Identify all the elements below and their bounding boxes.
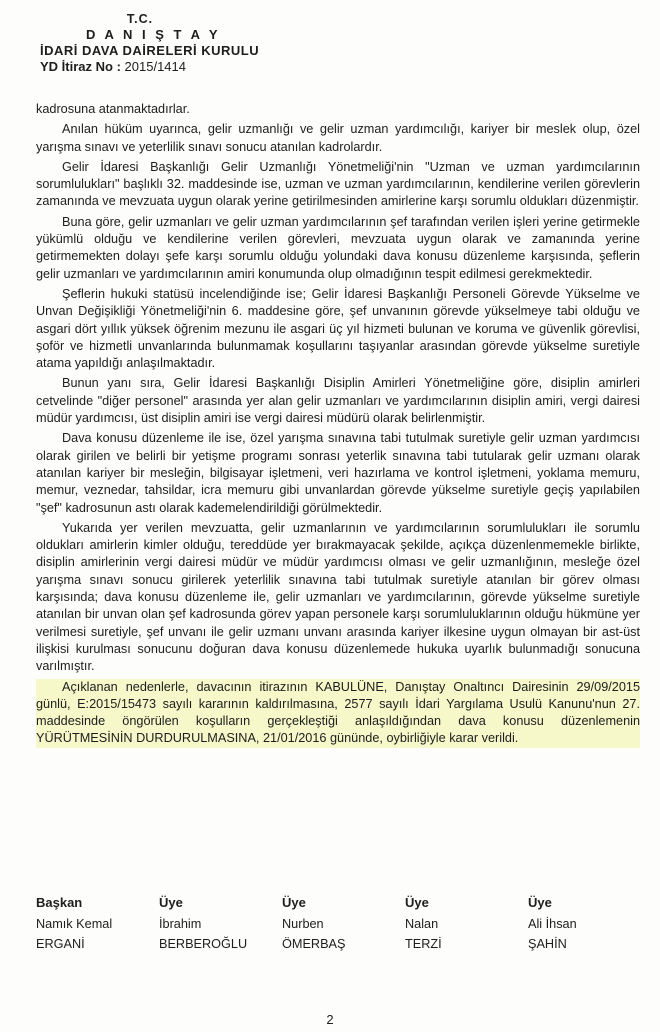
signature-member-3 [405,893,523,954]
page-number: 2 [326,1012,334,1027]
paragraph-2: Anılan hüküm uyarınca, gelir uzmanlığı ve gelir uzman yardımcılığı, kariyer bir meslek olup, özel yarışma sınavı ve yeterlilik sınavı sonucu atanılan kadrolardır. [36,122,640,154]
signature-first-name: Nalan [405,917,439,931]
signature-last-name: ŞAHİN [528,937,567,951]
document-header [40,12,340,74]
signature-last-name: TERZİ [405,937,442,951]
paragraph-4: Buna göre, gelir uzmanları ve gelir uzman yardımcılarının şef tarafından verilen işleri yerine getirmekle yükümlü olduğu ve kendilerine verilen görevleri, mevzuata uygun olarak ve zamanında yerine getirmemekten dolayı şefe karşı sorumlu olduğu yolundaki dava konusu düzenleme karşısında, şeflerin gelir uzmanları ve yardımcılarının amiri konumunda olup olmadığının tespit edilmesi gerekmektedir. [36,214,640,281]
signature-role: Üye [528,895,552,910]
signature-last-name: ÖMERBAŞ [282,937,346,951]
case-number [40,59,340,74]
signature-block [36,893,646,954]
signature-first-name: Namık Kemal [36,917,113,931]
signature-president [36,893,154,954]
case-number-value: 2015/1414 [124,59,186,74]
signature-first-name: Ali İhsan [528,917,577,931]
country-label: T.C. [126,12,154,26]
signature-last-name: BERBEROĞLU [159,937,248,951]
signature-role: Üye [405,895,429,910]
paragraph-6: Bunun yanı sıra, Gelir İdaresi Başkanlığı Disiplin Amirleri Yönetmeliğine göre, disiplin amirleri cetvelinde "diğer personel" arasında yer alan gelir uzmanları ve yardımcılarının disiplin amiri, vergi dairesi müdür yardımcısı, üst disiplin amiri ise vergi dairesi müdürü olarak belirlenmiştir. [36,376,640,426]
signature-first-name: İbrahim [159,917,202,931]
decision-body [36,101,640,751]
signature-role: Üye [282,895,306,910]
board-name: İDARİ DAVA DAİRELERİ KURULU [40,43,260,58]
signature-last-name: ERGANİ [36,937,85,951]
signature-role: Üye [159,895,183,910]
paragraph-5: Şeflerin hukuki statüsü incelendiğinde ise; Gelir İdaresi Başkanlığı Personeli Görevde Yükselme ve Unvan Değişikliği Yönetmeliği'nin 6. maddesine göre, şef unvanının görevde yükselmeye tabi olduğu ve asgari dört yıllık yüksek öğrenim mezunu ile asgari üç yıl hizmeti bulunan ve koruma ve güvenlik görevlisi, şoför ve hizmetli unvanlarında bulunmamak koşullarını taşıyanlar arasından görevde yükselme suretiyle atama yapıldığı anlaşılmaktadır. [36,286,640,371]
signature-member-1 [159,893,277,954]
paragraph-1: kadrosuna atanmaktadırlar. [36,102,190,116]
paragraph-3: Gelir İdaresi Başkanlığı Gelir Uzmanlığı Yönetmeliği'nin "Uzman ve uzman yardımcılarının sorumlulukları" başlıklı 32. maddesinde ise, uzman ve uzman yardımcılarının, kendilerine verilen görevlerin zamanında ve mevzuata uygun olarak yerine getirilmesinden amirlerine karşı sorumlu oldukları düzenmiştir. [36,159,640,209]
signature-role: Başkan [36,895,83,910]
case-number-label: YD İtiraz No : [40,59,121,74]
paragraph-7: Dava konusu düzenleme ile ise, özel yarışma sınavına tabi tutulmak suretiyle gelir uzman yardımcısı olarak girilen ve belirli bir yetişme programı sonrası yeterlik sınavına tabi tutularak gelir uzmanı olarak atanılan kariyer bir mesleğin, bilgisayar işletmeni, veri hazırlama ve kontrol işletmeni, yoklama memuru, memur, veznedar, tahsildar, icra memuru gibi unvanlardan görevde yükselme suretiyle geçiş yapılabilen "şef" kadrosunun astı olarak kademelendirildiği görülmektedir. [36,431,640,515]
signature-member-2 [282,893,400,954]
paragraph-9: Açıklanan nedenlerle, davacının itirazının KABULÜNE, Danıştay Onaltıncı Dairesinin 29/09/2015 günlü, E:2015/15473 sayılı kararının kaldırılmasına, 2577 sayılı İdari Yargılama Usulü Kanunu'nun 27. maddesinde öngörülen koşulların gerçekleştiği anlaşıldığından dava konusu düzenlemenin YÜRÜTMESİNİN DURDURULMASINA, 21/01/2016 gününde, oybirliğiyle karar verildi. [36,679,640,748]
signature-member-4 [528,893,646,954]
paragraph-8: Yukarıda yer verilen mevzuatta, gelir uzmanlarının ve yardımcılarının sorumlulukları ile sorumlu oldukları amirlerin kimler olduğu, tereddüde yer bırakmayacak şekilde, açıkça düzenlenmemekle birlikte, disiplin amirlerinin vergi dairesi müdür ve müdür yardımcısı olması ve gelir uzmanlığının, mesleğe özel yarışma sınavı sonucu girilerek yeterlilik sınavına tabi tutulmak suretiyle atanılan bir görev olması karşısında; dava konusu düzenleme ile, gelir uzmanları ve yardımcılarının, görevde yükselme suretiyle atanılan bir unvan olan şef kadrosunda görev yapan personele karşı sorumluluklarının olduğu hükmüne yer verilmesi suretiyle, şef unvanı ile gelir uzmanı unvanı arasında kariyer ilkesine uygun olmayan bir ast-üst ilişkisi kurulması sonucunu doğuran dava konusu düzenlemede hukuka uyarlık bulunmadığı sonucuna varılmıştır. [36,520,640,674]
court-name: D A N I Ş T A Y [86,27,221,42]
signature-first-name: Nurben [282,917,324,931]
